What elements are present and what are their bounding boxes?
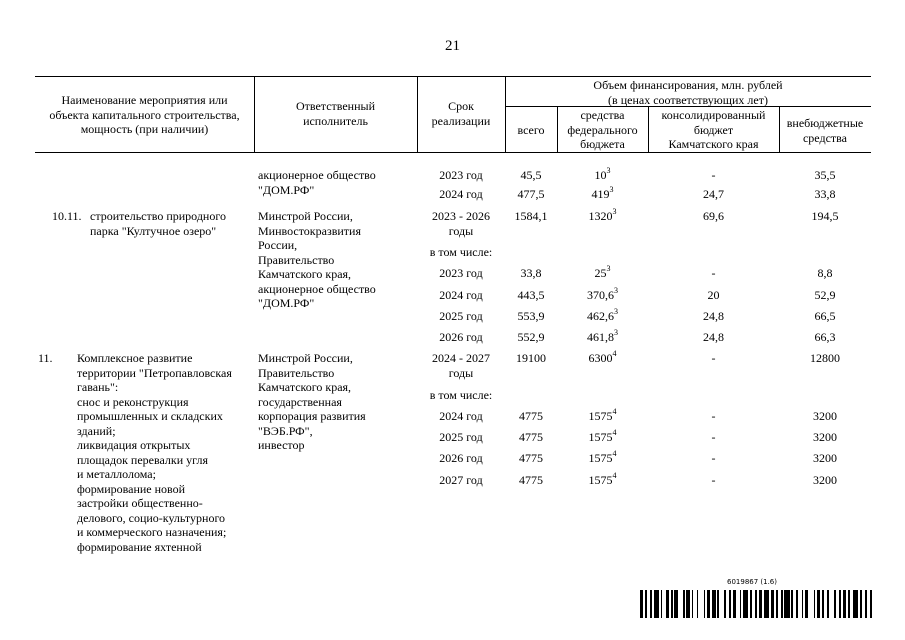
cell-extra: 3200 (813, 451, 837, 465)
cell-federal: $10^3$ (594, 166, 611, 182)
header-regional: консолидированный бюджет Камчатского края (661, 108, 766, 151)
header-total: всего (517, 123, 545, 137)
cell-total: 4775 (519, 409, 543, 423)
cell-total: 33,8 (520, 266, 542, 280)
cell-total: 552,9 (517, 330, 545, 344)
cell-federal: 461,8$^3$ (587, 328, 618, 344)
cell-total: 443,5 (517, 288, 545, 302)
cell-regional: - (711, 266, 716, 280)
cell-term: 2027 год (439, 473, 483, 487)
item-10-11-name: строительство природного парка "Култучное озеро" (90, 209, 226, 238)
cell-regional: 24,8 (703, 330, 724, 344)
cell-term: 2023 год (439, 168, 483, 182)
cell-federal: $25^3$ (594, 264, 611, 280)
cell-extra: 12800 (810, 351, 840, 365)
cell-regional: 24,8 (703, 309, 724, 323)
cell-federal: $419^3$ (591, 185, 614, 201)
footnote-marker: 4 (612, 349, 617, 358)
header-name: Наименование мероприятия или объекта капитального строительства, мощность (при наличии) (49, 93, 240, 136)
footnote-marker: 3 (606, 264, 611, 273)
item-11-num: 11. (38, 351, 53, 365)
cell-extra: 194,5 (811, 209, 839, 223)
cell-extra: 3200 (813, 409, 837, 423)
item-11-name: Комплексное развитие территории "Петропавловская гавань": снос и реконструкция промышленных и складских зданий; ликвидация открытых площадок перевалки угля и металлолома; формирование новой застройки общественно- делового, социо-культурного и коммерческого назначения; формирование яхтенной (77, 351, 232, 554)
barcode-stripe (872, 590, 874, 618)
header-bottom-rule (35, 152, 871, 153)
cell-regional: - (711, 430, 716, 444)
cell-term: 2023 - 2026 годы (432, 209, 490, 238)
cell-federal: 462,6$^3$ (587, 307, 618, 323)
cell-total: 4775 (519, 473, 543, 487)
cell-total: 4775 (519, 451, 543, 465)
footnote-marker: 3 (614, 307, 618, 316)
footnote-marker: 3 (609, 185, 614, 194)
cell-regional: - (711, 451, 716, 465)
cell-extra: 52,9 (814, 288, 836, 302)
item-10-11-responsible: Минстрой России, Минвостокразвития России, Правительство Камчатского края, акционерное общество "ДОМ.РФ" (258, 209, 376, 310)
cell-federal: 1575$^4$ (588, 471, 617, 487)
cell-federal: 6300$^4$ (588, 349, 617, 365)
cell-total: 1584,1 (514, 209, 548, 223)
cell-regional: 20 (707, 288, 720, 302)
cell-extra: 3200 (813, 430, 837, 444)
item-10-11-num: 10.11. (52, 209, 82, 223)
cell-term: 2025 год (439, 430, 483, 444)
table-top-rule (35, 76, 871, 77)
footnote-marker: 3 (606, 166, 611, 175)
footnote-marker: 3 (614, 286, 618, 295)
cell-regional: - (711, 351, 716, 365)
cell-extra: 8,8 (817, 266, 833, 280)
cell-term: 2024 - 2027 годы (432, 351, 490, 380)
page-number: 21 (445, 38, 460, 54)
footnote-marker: 3 (612, 207, 617, 216)
cell-federal: 1320$^3$ (588, 207, 617, 223)
header-funding: Объем финансирования, млн. рублей (в ценах соответствующих лет) (593, 78, 783, 107)
barcode-image (640, 590, 874, 618)
cell-federal: 1575$^4$ (588, 428, 617, 444)
cell-extra: 3200 (813, 473, 837, 487)
cell-term: 2025 год (439, 309, 483, 323)
item-11-responsible: Минстрой России, Правительство Камчатского края, государственная корпорация развития "ВЭБ.РФ", инвестор (258, 351, 366, 452)
cell-term: 2026 год (439, 451, 483, 465)
cell-extra: 35,5 (814, 168, 836, 182)
cell-extra: 66,3 (814, 330, 836, 344)
cell-federal: 1575$^4$ (588, 449, 617, 465)
cell-extra: 66,5 (814, 309, 836, 323)
cell-federal: 1575$^4$ (588, 407, 617, 423)
header-responsible: Ответственный исполнитель (295, 99, 376, 128)
cell-term: 2023 год (439, 266, 483, 280)
cell-regional: 69,6 (703, 209, 724, 223)
cell-total: 4775 (519, 430, 543, 444)
footnote-marker: 4 (612, 449, 617, 458)
cell-total: 19100 (516, 351, 546, 365)
cell-regional: - (711, 409, 716, 423)
cell-total: 477,5 (517, 187, 545, 201)
header-term: Срок реализации (431, 99, 491, 128)
cell-regional: 24,7 (703, 187, 724, 201)
responsible-top: акционерное общество "ДОМ.РФ" (258, 168, 376, 197)
footnote-marker: 4 (612, 428, 617, 437)
cell-regional: - (711, 168, 716, 182)
footnote-marker: 4 (612, 471, 617, 480)
cell-term: в том числе: (429, 388, 493, 402)
cell-term: 2026 год (439, 330, 483, 344)
cell-term: 2024 год (439, 187, 483, 201)
cell-extra: 33,8 (814, 187, 836, 201)
cell-federal: 370,6$^3$ (587, 286, 618, 302)
footnote-marker: 4 (612, 407, 617, 416)
barcode-label: 6019867 (1.6) (727, 578, 777, 586)
cell-term: 2024 год (439, 288, 483, 302)
cell-total: 45,5 (520, 168, 542, 182)
cell-term: 2024 год (439, 409, 483, 423)
cell-term: в том числе: (429, 245, 493, 259)
header-federal: средства федерального бюджета (567, 108, 638, 151)
footnote-marker: 3 (614, 328, 618, 337)
cell-regional: - (711, 473, 716, 487)
header-extra: внебюджетные средства (786, 116, 864, 145)
cell-total: 553,9 (517, 309, 545, 323)
